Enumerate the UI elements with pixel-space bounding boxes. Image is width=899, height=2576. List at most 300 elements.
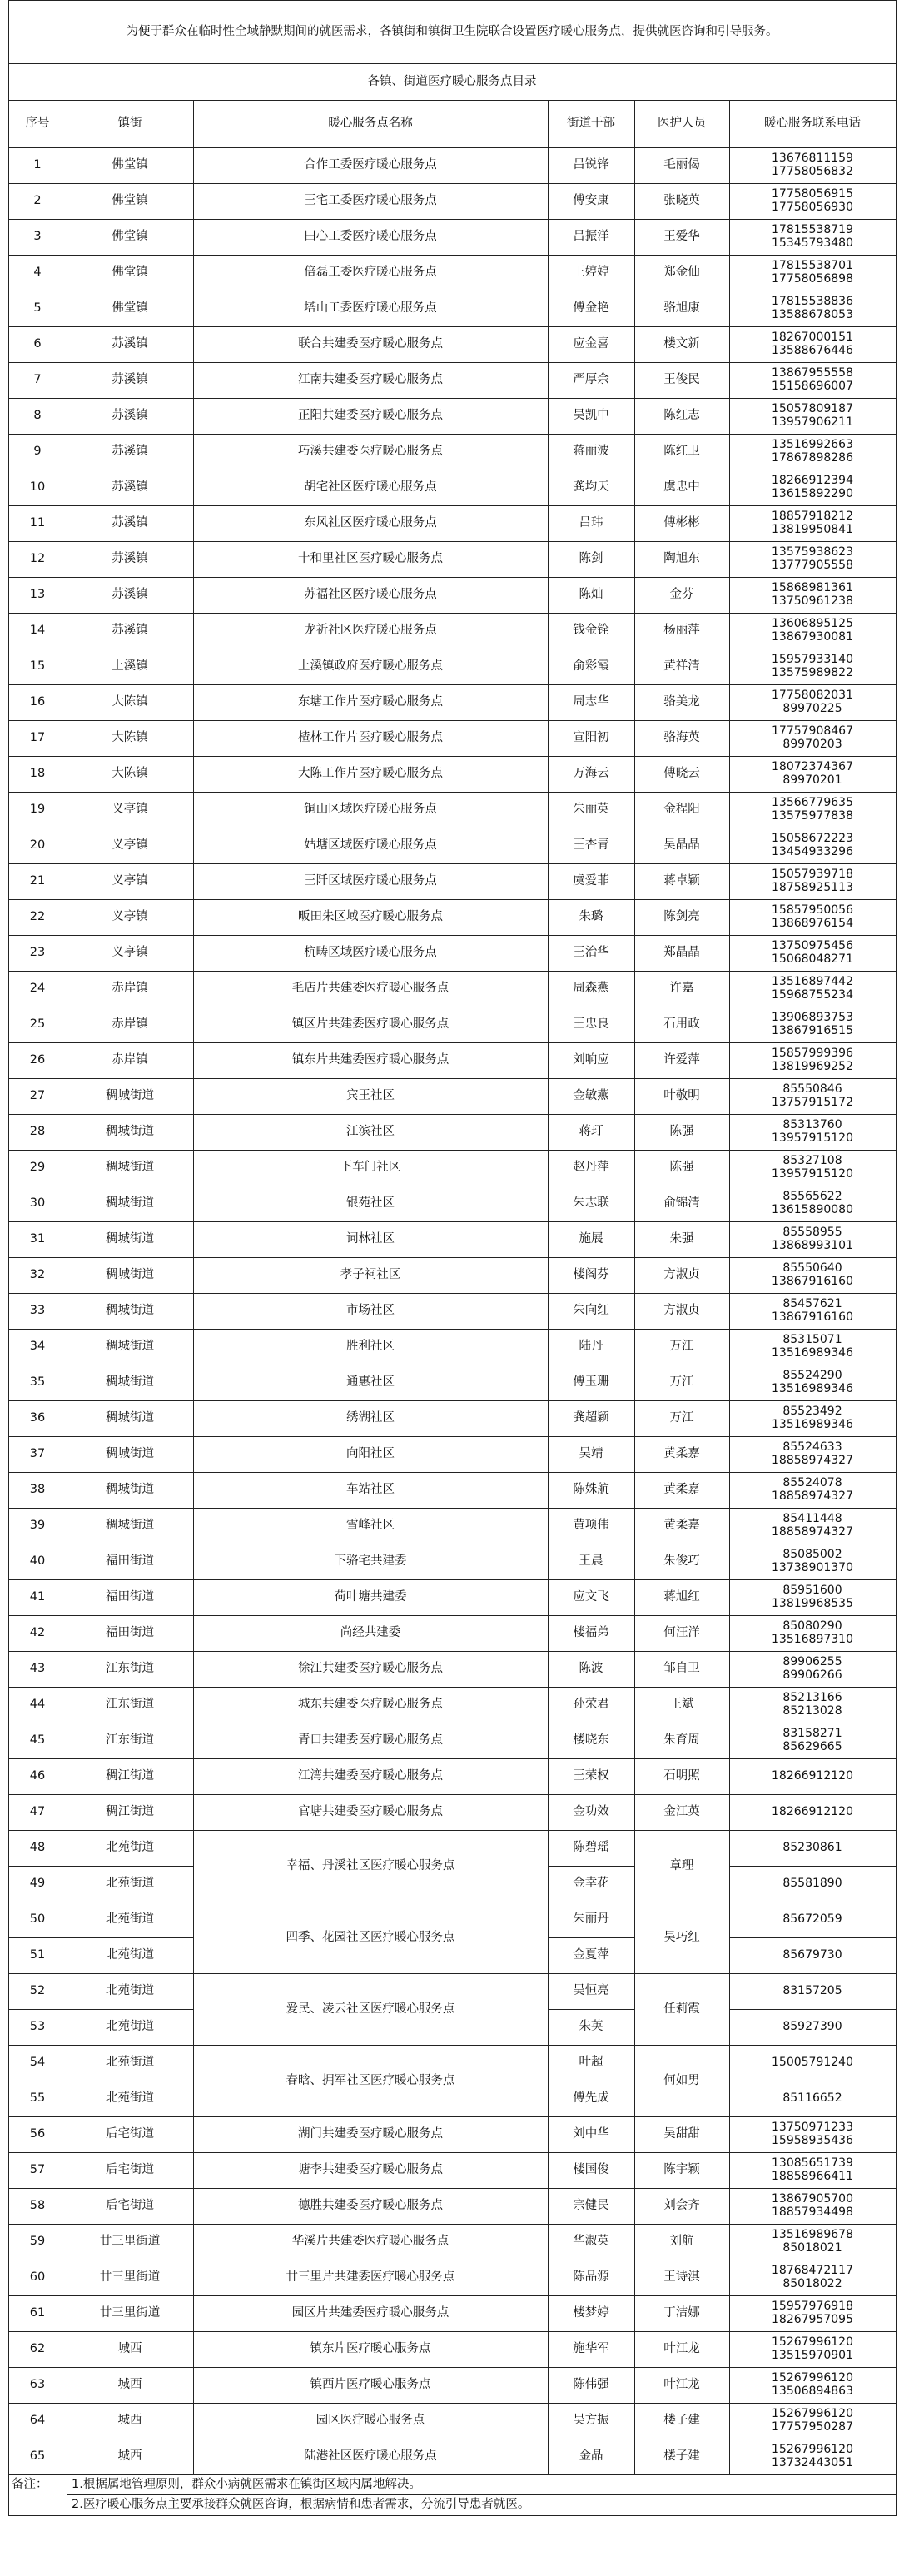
row-cadre: 朱璐 (579, 910, 603, 924)
row-medic: 蒋卓颖 (663, 874, 700, 888)
phone-number: 13454933296 (772, 844, 853, 858)
row-phone-cell (729, 1114, 896, 1150)
row-town: 义亭镇 (112, 946, 148, 960)
phone-number: 13867930081 (772, 629, 853, 644)
row-medic: 陈强 (669, 1161, 694, 1175)
phone-number: 13867905700 (772, 2192, 853, 2206)
row-cadre: 孙荣君 (573, 1698, 609, 1712)
row-town: 稠城街道 (106, 1196, 154, 1211)
phone-number: 85213028 (782, 1703, 842, 1718)
grid-line-h (8, 971, 897, 972)
row-medic: 章理 (669, 1858, 694, 1872)
phone-number: 85018021 (782, 2240, 842, 2255)
row-service-point: 青口共建委医疗暖心服务点 (298, 1733, 443, 1748)
row-medic: 黄祥清 (663, 659, 700, 674)
header-cell: 镇街 (117, 117, 142, 131)
phone-number: 85523492 (782, 1405, 842, 1419)
row-town: 佛堂镇 (112, 230, 148, 244)
phone-number: 85080290 (782, 1619, 842, 1634)
row-cadre: 吴靖 (579, 1447, 603, 1461)
row-number: 8 (33, 409, 42, 423)
phone-number: 15158696007 (772, 379, 853, 393)
grid-line-h (8, 2045, 897, 2046)
row-town: 义亭镇 (112, 803, 148, 817)
phone-number: 17815538836 (772, 295, 853, 309)
phone-number: 18266912120 (772, 1804, 853, 1818)
row-cadre: 楼福弟 (573, 1626, 609, 1640)
grid-line-h (8, 255, 897, 256)
grid-line-h (8, 1293, 897, 1294)
row-cadre: 应文飞 (573, 1590, 609, 1604)
row-town: 北苑街道 (106, 2056, 154, 2070)
row-cadre: 吕玮 (579, 516, 603, 530)
row-phone-cell (729, 1723, 896, 1758)
row-service-point: 苏福社区医疗暖心服务点 (304, 588, 437, 602)
grid-line-h (729, 1866, 897, 1867)
row-phone-cell (729, 1830, 896, 1866)
row-phone-cell (729, 1937, 896, 1973)
phone-number: 18266912394 (772, 474, 853, 488)
row-phone-cell (729, 2188, 896, 2224)
row-medic: 王俊民 (663, 373, 700, 387)
phone-number: 15957933140 (772, 653, 853, 667)
row-number: 63 (29, 2378, 46, 2392)
row-service-point: 下车门社区 (340, 1161, 401, 1175)
row-phone-cell (729, 1365, 896, 1400)
row-phone-cell (729, 577, 896, 613)
grid-line-h (8, 0, 897, 1)
row-number: 49 (29, 1877, 46, 1891)
phone-number: 13575977838 (772, 808, 853, 823)
header-cell: 暖心服务联系电话 (764, 117, 861, 131)
phone-number: 13588676446 (772, 343, 853, 357)
row-cadre: 吕锐锋 (573, 158, 609, 172)
row-medic: 万江 (669, 1411, 694, 1425)
row-number: 43 (29, 1662, 46, 1676)
phone-number: 13732443051 (772, 2455, 853, 2469)
grid-line-h (8, 1329, 897, 1330)
row-phone-cell (729, 1866, 896, 1902)
row-phone-cell (729, 470, 896, 505)
row-medic: 万江 (669, 1375, 694, 1390)
grid-line-h (8, 756, 897, 757)
row-service-point: 王宅工委医疗暖心服务点 (304, 194, 437, 208)
phone-number: 13738901370 (772, 1560, 853, 1574)
grid-line-v (729, 100, 730, 2474)
row-cadre: 虞爱菲 (573, 874, 609, 888)
phone-number: 13516897442 (772, 975, 853, 989)
row-cadre: 金功效 (573, 1805, 609, 1819)
row-number: 31 (29, 1232, 46, 1246)
row-town: 城西 (117, 2414, 142, 2428)
row-cadre: 俞彩霞 (573, 659, 609, 674)
row-cadre: 施展 (579, 1232, 603, 1246)
row-service-point: 徐江共建委医疗暖心服务点 (298, 1662, 443, 1676)
row-town: 苏溪镇 (112, 480, 148, 495)
row-town: 苏溪镇 (112, 409, 148, 423)
row-medic: 朱育周 (663, 1733, 700, 1748)
row-phone-cell (729, 2224, 896, 2260)
phone-number: 85550640 (782, 1261, 842, 1276)
row-number: 10 (29, 480, 46, 495)
row-service-point: 孝子祠社区 (340, 1268, 401, 1282)
row-cadre: 傅金艳 (573, 301, 609, 316)
phone-number: 13957906211 (772, 415, 853, 429)
row-town: 城西 (117, 2449, 142, 2464)
row-cadre: 严厚余 (573, 373, 609, 387)
grid-line-v (193, 100, 194, 2474)
row-phone-cell (729, 684, 896, 720)
phone-number: 17758056898 (772, 271, 853, 286)
row-phone-cell (729, 1042, 896, 1078)
row-number: 16 (29, 695, 46, 709)
row-cadre: 王杏青 (573, 838, 609, 853)
phone-number: 13819969252 (772, 1059, 853, 1073)
row-cadre: 金幸花 (573, 1877, 609, 1891)
row-phone-cell (729, 255, 896, 291)
phone-number: 13867916160 (772, 1274, 853, 1288)
row-service-point: 上溪镇政府医疗暖心服务点 (298, 659, 443, 674)
row-medic: 吴晶晶 (663, 838, 700, 853)
row-cadre: 赵丹萍 (573, 1161, 609, 1175)
row-phone-cell (729, 362, 896, 398)
phone-number: 89970201 (782, 773, 842, 787)
row-phone-cell (729, 2045, 896, 2081)
row-medic: 石用政 (663, 1017, 700, 1032)
row-number: 19 (29, 803, 46, 817)
row-medic: 邹自卫 (663, 1662, 700, 1676)
grid-line-h (8, 2331, 897, 2332)
phone-number: 85524633 (782, 1440, 842, 1455)
row-town: 城西 (117, 2378, 142, 2392)
row-phone-cell (729, 899, 896, 935)
row-number: 21 (29, 874, 46, 888)
row-number: 56 (29, 2127, 46, 2141)
row-phone-cell (729, 2403, 896, 2439)
grid-line-h (548, 1937, 635, 1938)
phone-number: 13757915172 (772, 1095, 853, 1109)
row-phone-cell (729, 1973, 896, 2009)
phone-number: 13615892290 (772, 486, 853, 500)
row-medic: 石明照 (663, 1769, 700, 1783)
row-cadre: 朱丽丹 (573, 1912, 609, 1927)
row-cadre: 吴凯中 (573, 409, 609, 423)
row-town: 赤岸镇 (112, 982, 148, 996)
row-number: 7 (33, 373, 42, 387)
phone-number: 15267996120 (772, 2335, 853, 2350)
row-phone-cell (729, 541, 896, 577)
grid-line-h (8, 720, 897, 721)
header-cell: 医护人员 (658, 117, 706, 131)
row-number: 18 (29, 767, 46, 781)
row-number: 6 (33, 337, 42, 351)
phone-number: 18858966411 (772, 2169, 853, 2183)
grid-line-h (8, 1042, 897, 1043)
row-number: 25 (29, 1017, 46, 1032)
row-number: 42 (29, 1626, 46, 1640)
row-service-point: 塔山工委医疗暖心服务点 (304, 301, 437, 316)
phone-number: 85116652 (782, 2091, 842, 2105)
row-number: 52 (29, 1984, 46, 1998)
phone-number: 13750975456 (772, 939, 853, 953)
row-cadre: 金夏萍 (573, 1948, 609, 1962)
row-cadre: 楼晓东 (573, 1733, 609, 1748)
phone-number: 15057809187 (772, 402, 853, 416)
row-town: 苏溪镇 (112, 624, 148, 638)
row-number: 44 (29, 1698, 46, 1712)
grid-line-h (8, 219, 897, 220)
phone-number: 18266912120 (772, 1768, 853, 1783)
phone-number: 13819968535 (772, 1596, 853, 1610)
row-phone-cell (729, 2295, 896, 2331)
row-cadre: 华淑英 (573, 2235, 609, 2249)
row-phone-cell (729, 147, 896, 183)
row-phone-cell (729, 1687, 896, 1723)
row-number: 39 (29, 1519, 46, 1533)
row-number: 57 (29, 2163, 46, 2177)
phone-number: 85565622 (782, 1190, 842, 1204)
row-cadre: 王治华 (573, 946, 609, 960)
phone-number: 85581890 (782, 1876, 842, 1890)
row-town: 后宅街道 (106, 2199, 154, 2213)
row-number: 24 (29, 982, 46, 996)
row-service-point: 宾王社区 (346, 1089, 395, 1103)
row-medic: 骆美龙 (663, 695, 700, 709)
row-town: 大陈镇 (112, 695, 148, 709)
row-number: 40 (29, 1554, 46, 1569)
row-town: 北苑街道 (106, 2020, 154, 2034)
grid-line-h (67, 2494, 897, 2495)
grid-line-h (8, 2224, 897, 2225)
row-service-point: 铜山区域医疗暖心服务点 (304, 803, 437, 817)
row-phone-cell (729, 2260, 896, 2295)
row-service-point: 大陈工作片医疗暖心服务点 (298, 767, 443, 781)
row-town: 北苑街道 (106, 1841, 154, 1855)
row-medic: 王斌 (669, 1698, 694, 1712)
row-service-point: 园区医疗暖心服务点 (315, 2414, 425, 2428)
grid-line-v (896, 0, 897, 2516)
row-cadre: 周森燕 (573, 982, 609, 996)
row-town: 北苑街道 (106, 1984, 154, 1998)
row-medic: 许爱萍 (663, 1053, 700, 1067)
phone-number: 83157205 (782, 1983, 842, 1997)
phone-number: 17815538719 (772, 223, 853, 237)
row-phone-cell (729, 2439, 896, 2474)
row-cadre: 吴方振 (573, 2414, 609, 2428)
row-phone-cell (729, 1150, 896, 1186)
row-number: 47 (29, 1805, 46, 1819)
row-medic: 陈红卫 (663, 445, 700, 459)
grid-line-h (8, 1114, 897, 1115)
row-phone-cell (729, 613, 896, 649)
phone-number: 18857934498 (772, 2205, 853, 2219)
row-phone-cell (729, 1007, 896, 1042)
phone-number: 89906266 (782, 1668, 842, 1682)
row-town: 大陈镇 (112, 767, 148, 781)
phone-number: 13516989346 (772, 1345, 853, 1360)
row-medic: 陶旭东 (663, 552, 700, 566)
row-cadre: 陈灿 (579, 588, 603, 602)
row-cadre: 陈伟强 (573, 2378, 609, 2392)
row-phone-cell (729, 1794, 896, 1830)
row-number: 20 (29, 838, 46, 853)
row-service-point: 江湾共建委医疗暖心服务点 (298, 1769, 443, 1783)
row-service-point: 江南共建委医疗暖心服务点 (298, 373, 443, 387)
phone-number: 15068048271 (772, 952, 853, 966)
phone-number: 85313760 (782, 1118, 842, 1132)
row-cadre: 叶超 (579, 2056, 603, 2070)
row-number: 23 (29, 946, 46, 960)
phone-number: 13566779635 (772, 796, 853, 810)
row-town: 北苑街道 (106, 1877, 154, 1891)
phone-number: 13588678053 (772, 307, 853, 321)
row-service-point: 市场社区 (346, 1304, 395, 1318)
row-number: 58 (29, 2199, 46, 2213)
row-medic: 骆旭康 (663, 301, 700, 316)
row-phone-cell (729, 1902, 896, 1937)
grid-line-h (729, 2009, 897, 2010)
row-town: 苏溪镇 (112, 337, 148, 351)
phone-number: 13615890080 (772, 1202, 853, 1216)
row-service-point: 东风社区医疗暖心服务点 (304, 516, 437, 530)
row-number: 37 (29, 1447, 46, 1461)
row-phone-cell (729, 1472, 896, 1508)
grid-line-h (8, 398, 897, 399)
row-service-point: 巧溪共建委医疗暖心服务点 (298, 445, 443, 459)
phone-number: 15057939718 (772, 868, 853, 882)
row-cadre: 宣阳初 (573, 731, 609, 745)
phone-number: 13676811159 (772, 152, 853, 166)
grid-line-h (8, 505, 897, 506)
phone-number: 15267996120 (772, 2407, 853, 2421)
row-cadre: 陈品源 (573, 2270, 609, 2285)
row-number: 61 (29, 2306, 46, 2320)
phone-number: 89970203 (782, 737, 842, 751)
phone-number: 15005791240 (772, 2055, 853, 2069)
phone-number: 18267957095 (772, 2312, 853, 2326)
row-town: 佛堂镇 (112, 158, 148, 172)
row-cadre: 陈碧瑶 (573, 1841, 609, 1855)
row-town: 稠城街道 (106, 1447, 154, 1461)
phone-number: 13606895125 (772, 617, 853, 631)
grid-line-h (8, 2116, 897, 2117)
row-service-point: 车站社区 (346, 1483, 395, 1497)
grid-line-h (8, 434, 897, 435)
phone-number: 85629665 (782, 1739, 842, 1753)
row-number: 53 (29, 2020, 46, 2034)
grid-line-h (8, 1758, 897, 1759)
grid-line-h (8, 1794, 897, 1795)
row-cadre: 蒋玎 (579, 1125, 603, 1139)
row-phone-cell (729, 219, 896, 255)
row-phone-cell (729, 935, 896, 971)
row-town: 稠城街道 (106, 1375, 154, 1390)
phone-number: 85230861 (782, 1840, 842, 1854)
row-medic: 王诗淇 (663, 2270, 700, 2285)
phone-number: 15857999396 (772, 1047, 853, 1061)
header-cell: 序号 (25, 117, 50, 131)
row-medic: 吴巧红 (663, 1930, 700, 1944)
notes-label: 备注： (12, 2477, 48, 2491)
row-cadre: 钱金铨 (573, 624, 609, 638)
grid-line-h (729, 1937, 897, 1938)
row-medic: 金江英 (663, 1805, 700, 1819)
row-medic: 任莉霞 (663, 2002, 700, 2016)
phone-number: 85558955 (782, 1226, 842, 1240)
grid-line-h (8, 2403, 897, 2404)
row-phone-cell (729, 326, 896, 362)
phone-number: 13957915120 (772, 1131, 853, 1145)
row-phone-cell (729, 2081, 896, 2116)
phone-number: 13957915120 (772, 1166, 853, 1181)
note-1: 1.根据属地管理原则，群众小病就医需求在镇街区域内属地解决。 (72, 2477, 421, 2491)
row-phone-cell (729, 2331, 896, 2367)
row-number: 9 (33, 445, 42, 459)
row-medic: 方淑贞 (663, 1304, 700, 1318)
row-service-point: 江滨社区 (346, 1125, 395, 1139)
row-cadre: 刘中华 (573, 2127, 609, 2141)
phone-number: 15958935436 (772, 2133, 853, 2147)
row-service-point: 荷叶塘共建委 (334, 1590, 407, 1604)
row-medic: 陈剑亮 (663, 910, 700, 924)
row-number: 55 (29, 2091, 46, 2106)
phone-number: 13516992663 (772, 438, 853, 452)
row-service-point: 合作工委医疗暖心服务点 (304, 158, 437, 172)
row-town: 佛堂镇 (112, 266, 148, 280)
row-town: 上溪镇 (112, 659, 148, 674)
row-medic: 郑金仙 (663, 266, 700, 280)
phone-number: 85927390 (782, 2019, 842, 2033)
row-cadre: 楼梦婷 (573, 2306, 609, 2320)
row-town: 稠城街道 (106, 1161, 154, 1175)
row-service-point: 雪峰社区 (346, 1519, 395, 1533)
row-number: 45 (29, 1733, 46, 1748)
row-number: 34 (29, 1340, 46, 1354)
phone-number: 13515970901 (772, 2348, 853, 2362)
phone-number: 13867916515 (772, 1023, 853, 1037)
phone-number: 15345793480 (772, 236, 853, 250)
row-number: 51 (29, 1948, 46, 1962)
grid-line-h (8, 2474, 897, 2475)
row-medic: 傅晓云 (663, 767, 700, 781)
row-town: 稠城街道 (106, 1483, 154, 1497)
grid-line-h (8, 684, 897, 685)
row-town: 北苑街道 (106, 1912, 154, 1927)
row-service-point: 华溪片共建委医疗暖心服务点 (291, 2235, 450, 2249)
row-town: 苏溪镇 (112, 373, 148, 387)
row-cadre: 楼国俊 (573, 2163, 609, 2177)
row-cadre: 王晨 (579, 1554, 603, 1569)
phone-number: 17757950287 (772, 2419, 853, 2434)
row-town: 廿三里街道 (99, 2306, 161, 2320)
header-cell: 暖心服务点名称 (328, 117, 413, 131)
phone-number: 13867955558 (772, 366, 853, 380)
row-medic: 陈强 (669, 1125, 694, 1139)
grid-line-h (8, 326, 897, 327)
row-phone-cell (729, 183, 896, 219)
row-number: 28 (29, 1125, 46, 1139)
row-number: 35 (29, 1375, 46, 1390)
row-service-point: 东塘工作片医疗暖心服务点 (298, 695, 443, 709)
row-service-point: 胡宅社区医疗暖心服务点 (304, 480, 437, 495)
row-number: 29 (29, 1161, 46, 1175)
row-cadre: 朱志联 (573, 1196, 609, 1211)
grid-line-h (8, 863, 897, 864)
grid-line-h (548, 2009, 635, 2010)
row-service-point: 爱民、凌云社区医疗暖心服务点 (286, 2002, 455, 2016)
phone-number: 15267996120 (772, 2443, 853, 2457)
row-town: 福田街道 (106, 1590, 154, 1604)
